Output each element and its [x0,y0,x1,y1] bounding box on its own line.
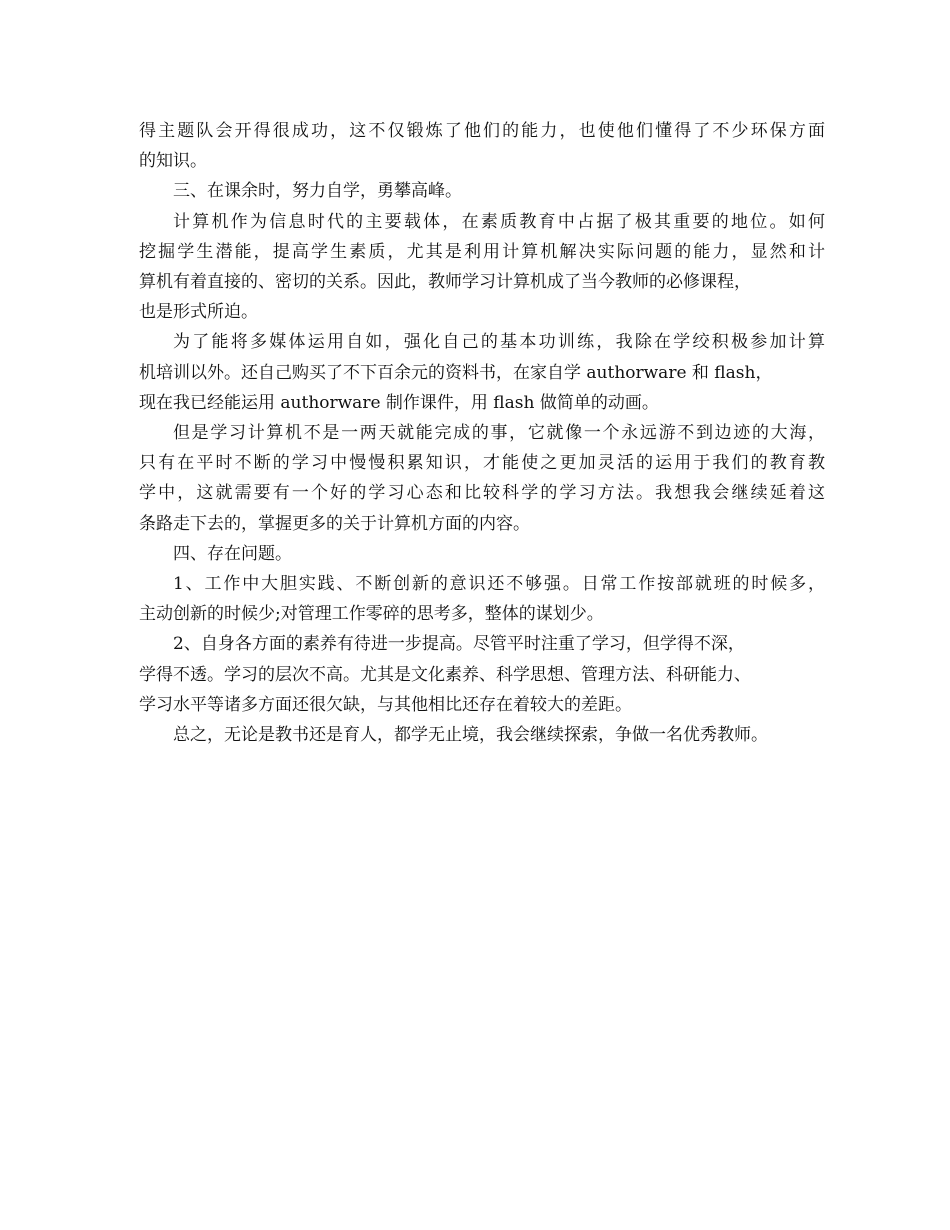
text-line: 三、在课余时，努力自学，勇攀高峰。 [173,181,462,202]
text-line: 但是学习计算机不是一两天就能完成的事，它就像一个永远游不到边迹的大海， [173,423,825,444]
text-line: 学得不透。学习的层次不高。尤其是文化素养、科学思想、管理方法、科研能力、 [139,664,751,685]
paragraph [139,629,825,720]
paragraph [139,116,825,176]
text-line: 总之，无论是教书还是育人，都学无止境，我会继续探索，争做一名优秀教师。 [173,725,768,746]
paragraph [139,569,825,629]
text-line: 主动创新的时候少;对管理工作零碎的思考多，整体的谋划少。 [139,604,604,625]
paragraph [139,327,825,418]
section-heading-4 [139,539,825,569]
text-line: 条路走下去的，掌握更多的关于计算机方面的内容。 [139,513,530,534]
text-line: 挖掘学生潜能，提高学生素质，尤其是利用计算机解决实际问题的能力，显然和计 [139,241,825,262]
text-line: 也是形式所迫。 [139,302,258,323]
text-line: 学习水平等诸多方面还很欠缺，与其他相比还存在着较大的差距。 [139,694,632,715]
section-heading-3 [139,176,825,206]
text-line: 的知识。 [139,151,207,172]
text-line: 只有在平时不断的学习中慢慢积累知识，才能使之更加灵活的运用于我们的教育教 [139,453,825,474]
text-line: 2、自身各方面的素养有待进一步提高。尽管平时注重了学习，但学得不深， [173,634,745,655]
text-line: 算机有着直接的、密切的关系。因此，教师学习计算机成了当今教师的必修课程， [139,272,751,293]
text-line: 现在我已经能运用 authorware 制作课件，用 flash 做简单的动画。 [139,392,659,413]
text-line: 1、工作中大胆实践、不断创新的意识还不够强。日常工作按部就班的时候多， [173,574,825,595]
paragraph [139,207,825,328]
paragraph [139,720,825,750]
document-body [139,116,825,750]
text-line: 计算机作为信息时代的主要载体，在素质教育中占据了极其重要的地位。如何 [173,211,825,232]
text-line: 学中，这就需要有一个好的学习心态和比较科学的学习方法。我想我会继续延着这 [139,483,825,504]
text-line: 得主题队会开得很成功，这不仅锻炼了他们的能力，也使他们懂得了不少环保方面 [139,121,825,141]
text-line: 四、存在问题。 [173,543,292,564]
paragraph [139,418,825,539]
text-line: 机培训以外。还自己购买了不下百余元的资料书，在家自学 authorware 和 flash， [139,362,773,383]
text-line: 为了能将多媒体运用自如，强化自己的基本功训练，我除在学绞积极参加计算 [173,332,825,353]
